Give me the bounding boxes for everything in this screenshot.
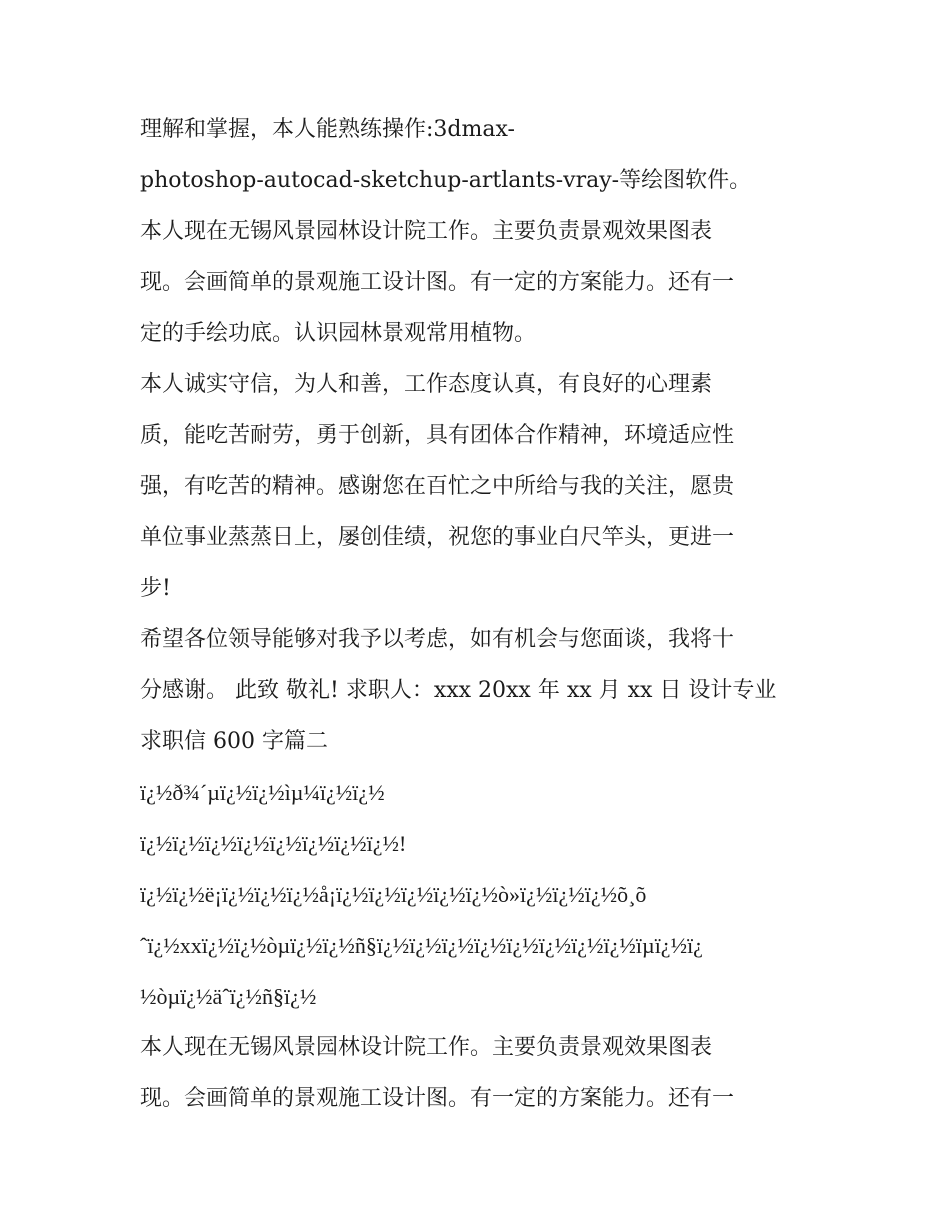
garbled-text-line: ï¿½ï¿½ë¡ï¿½ï¿½ï¿½å¡ï¿½ï¿½ï¿½ï¿½ï¿½ò»ï¿½ï¿½ï¿½õ¸õ	[140, 882, 647, 907]
text-line: 质，能吃苦耐劳，勇于创新，具有团体合作精神，环境适应性	[140, 423, 735, 448]
text-line: 本人现在无锡风景园林设计院工作。主要负责景观效果图表	[140, 1035, 713, 1060]
text-line: 定的手绘功底。认识园林景观常用植物。	[140, 321, 537, 346]
garbled-text-line: ï¿½ï¿½ï¿½ï¿½ï¿½ï¿½ï¿½ï¿½!	[140, 831, 407, 856]
garbled-text-line: ½òµï¿½äˆï¿½ñ§ï¿½	[140, 984, 317, 1009]
text-line: 求职信 600 字篇二	[140, 729, 328, 754]
text-line: 理解和掌握，本人能熟练操作:3dmax-	[140, 117, 515, 142]
text-line: 希望各位领导能够对我予以考虑，如有机会与您面谈，我将十	[140, 627, 735, 652]
text-line: 分感谢。 此致 敬礼! 求职人：xxx 20xx 年 xx 月 xx 日 设计专业	[140, 678, 777, 703]
text-line: 本人诚实守信，为人和善，工作态度认真，有良好的心理素	[140, 372, 713, 397]
text-line: 单位事业蒸蒸日上，屡创佳绩，祝您的事业白尺竿头，更进一	[140, 525, 735, 550]
text-line: 现。会画简单的景观施工设计图。有一定的方案能力。还有一	[140, 270, 735, 295]
text-line: 本人现在无锡风景园林设计院工作。主要负责景观效果图表	[140, 219, 713, 244]
text-line: 强，有吃苦的精神。感谢您在百忙之中所给与我的关注，愿贵	[140, 474, 735, 499]
text-line: 步!	[140, 576, 171, 601]
text-line: 现。会画简单的景观施工设计图。有一定的方案能力。还有一	[140, 1086, 735, 1111]
text-line: photoshop-autocad-sketchup-artlants-vray-等绘图软件。	[140, 168, 752, 193]
garbled-text-line: ˆï¿½xxï¿½ï¿½òµï¿½ï¿½ñ§ï¿½ï¿½ï¿½ï¿½ï¿½ï¿½ï¿½ï¿½ïµï¿½ï¿	[140, 933, 703, 958]
garbled-text-line: ï¿½ð¾´µï¿½ï¿½ìµ¼ï¿½ï¿½	[140, 780, 385, 805]
document-body	[140, 104, 815, 1124]
